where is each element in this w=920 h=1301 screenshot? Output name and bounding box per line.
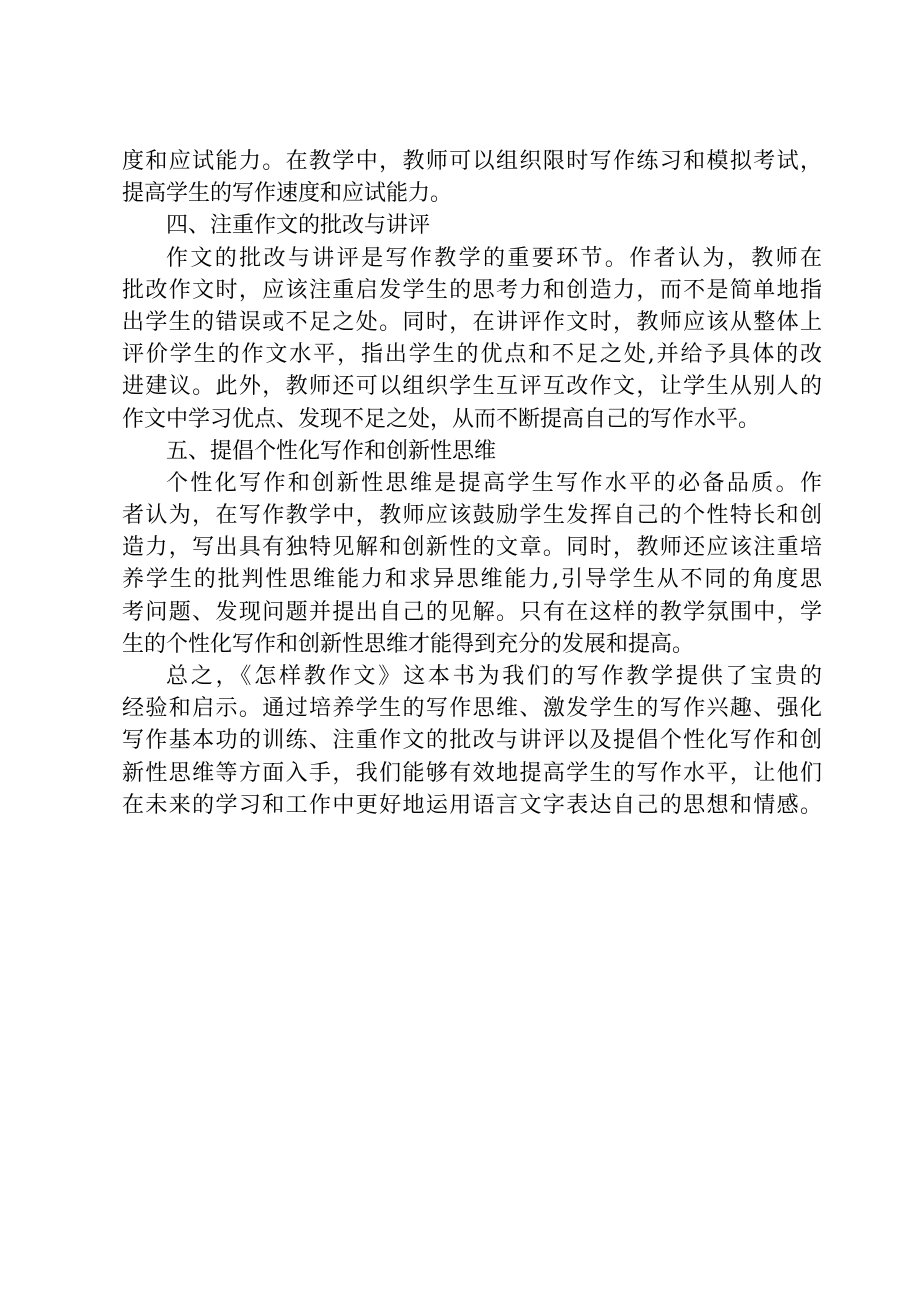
paragraph-line: 提高学生的写作速度和应试能力。 xyxy=(122,181,453,207)
paragraph-line: 批改作文时，应该注重启发学生的思考力和创造力，而不是简单地指 xyxy=(122,277,822,303)
section-heading: 五、提倡个性化写作和创新性思维 xyxy=(166,438,497,464)
paragraph-line: 生的个性化写作和创新性思维才能得到充分的发展和提高。 xyxy=(122,631,695,657)
paragraph-line: 经验和启示。通过培养学生的写作思维、激发学生的写作兴趣、强化 xyxy=(122,696,822,722)
paragraph-line: 作文的批改与讲评是写作教学的重要环节。作者认为，教师在 xyxy=(166,245,822,271)
paragraph-line: 度和应试能力。在教学中，教师可以组织限时写作练习和模拟考试， xyxy=(122,149,822,174)
paragraph-line: 总之，《怎样教作文》这本书为我们的写作教学提供了宝贵的 xyxy=(166,664,822,689)
paragraph-line: 作文中学习优点、发现不足之处，从而不断提高自己的写作水平。 xyxy=(122,406,761,432)
paragraph-line: 养学生的批判性思维能力和求异思维能力,引导学生从不同的角度思 xyxy=(122,567,822,593)
document-body xyxy=(122,146,822,822)
paragraph-line: 评价学生的作文水平，指出学生的优点和不足之处,并给予具体的改 xyxy=(122,342,822,368)
paragraph-line: 写作基本功的训练、注重作文的批改与讲评以及提倡个性化写作和创 xyxy=(122,728,822,754)
paragraph-line: 在未来的学习和工作中更好地运用语言文字表达自己的思想和情感。 xyxy=(122,792,822,818)
paragraph-line: 进建议。此外，教师还可以组织学生互评互改作文，让学生从别人的 xyxy=(122,374,822,400)
section-heading: 四、注重作文的批改与讲评 xyxy=(166,213,431,239)
paragraph-line: 者认为，在写作教学中，教师应该鼓励学生发挥自己的个性特长和创 xyxy=(122,503,822,529)
paragraph-line: 个性化写作和创新性思维是提高学生写作水平的必备品质。作 xyxy=(166,470,822,496)
paragraph-line: 新性思维等方面入手，我们能够有效地提高学生的写作水平，让他们 xyxy=(122,760,822,786)
paragraph-line: 出学生的错误或不足之处。同时，在讲评作文时，教师应该从整体上 xyxy=(122,309,822,335)
paragraph-line: 造力，写出具有独特见解和创新性的文章。同时，教师还应该注重培 xyxy=(122,535,822,561)
paragraph-line: 考问题、发现问题并提出自己的见解。只有在这样的教学氛围中，学 xyxy=(122,599,822,625)
